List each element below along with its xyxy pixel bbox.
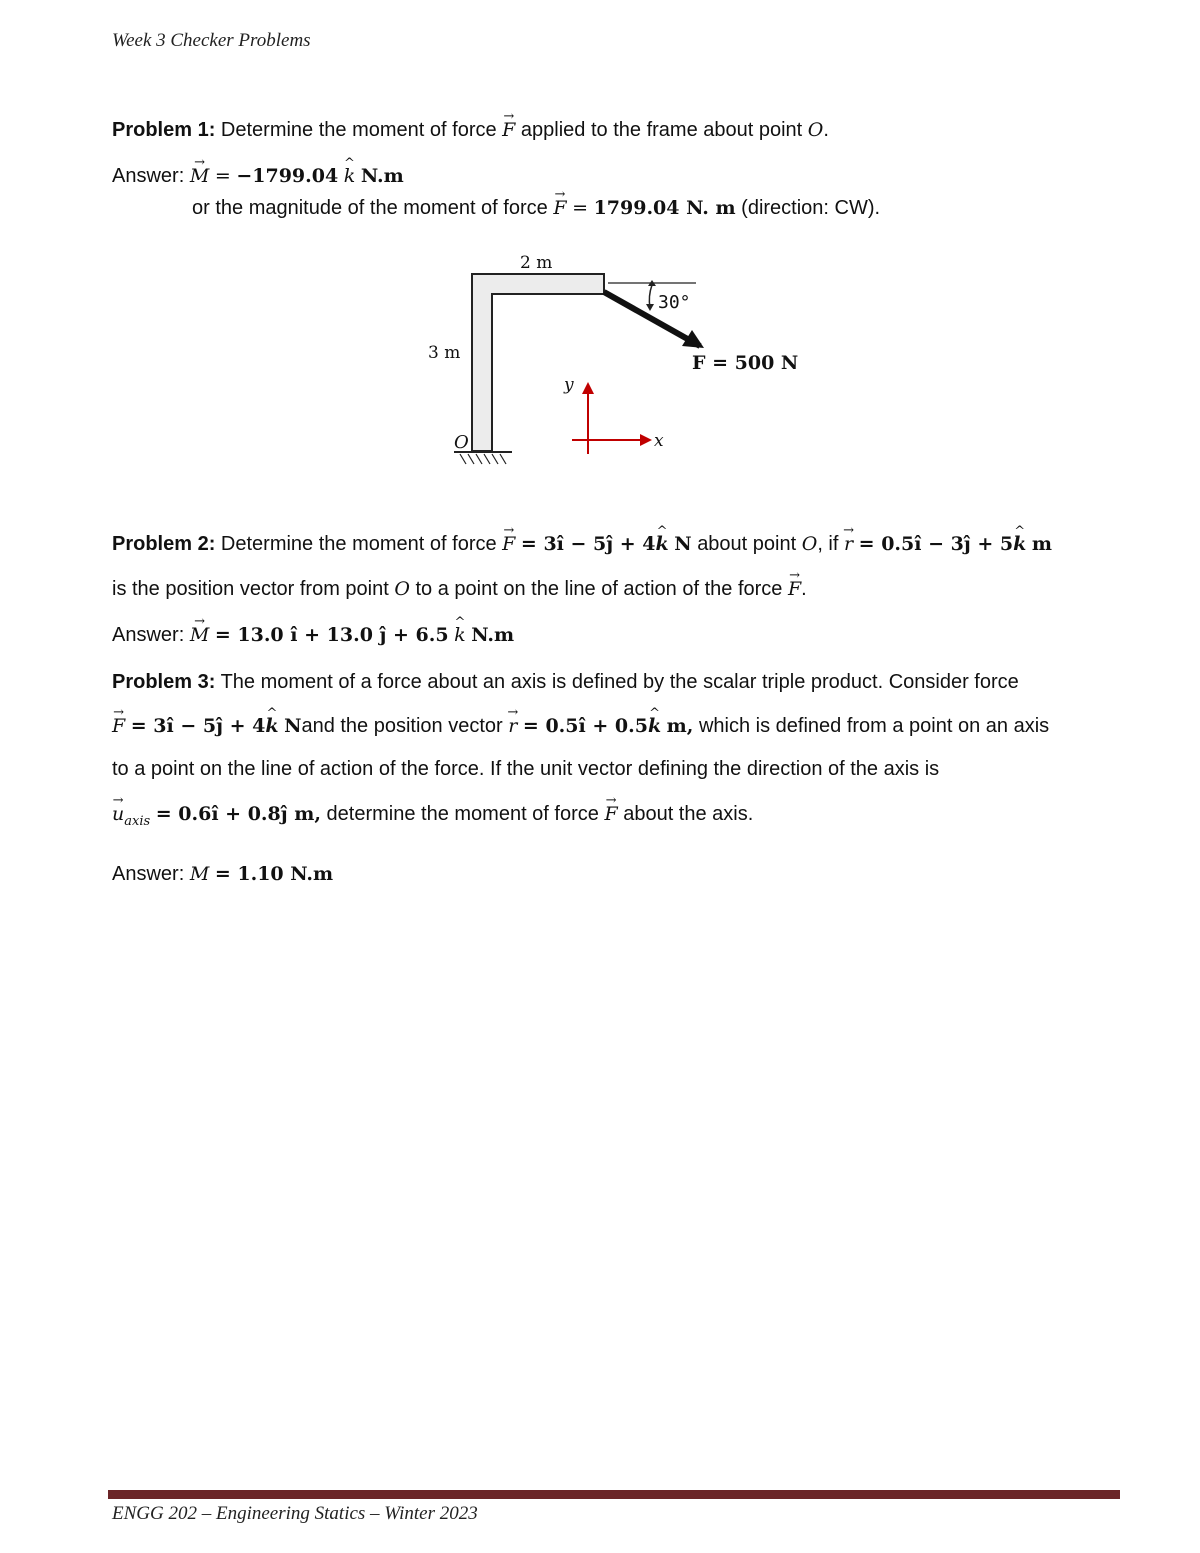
ground-hatching <box>460 454 506 464</box>
problem2-answer <box>112 623 514 647</box>
problem1-statement <box>112 118 829 142</box>
position-unit: m, <box>666 715 694 737</box>
unit-vector-symbol: u → <box>112 802 124 826</box>
k-hat: k ^ <box>454 623 466 647</box>
position-expression: = 0.5ı̂ − 3ȷ̂ + 5 <box>858 533 1014 555</box>
problem3-line3: to a point on the line of action of the force. If the unit vector defining the direction of the axis is <box>112 758 940 780</box>
position-expression: = 0.5ı̂ + 0.5 <box>522 715 648 737</box>
point-symbol: O <box>807 119 824 141</box>
moment-vector-symbol: M → <box>190 164 209 188</box>
angle-arrowhead-2 <box>646 304 654 311</box>
problem2-text-2: about point <box>697 533 797 555</box>
problem2-text-5: to a point on the line of action of the force <box>415 578 783 600</box>
force-vector-symbol: F → <box>502 532 515 556</box>
moment-symbol: M <box>189 863 210 885</box>
problem3-text-4: determine the moment of force <box>326 803 599 825</box>
answer-label: Answer: <box>112 624 185 646</box>
problem1-text: Determine the moment of force <box>220 119 497 141</box>
point-symbol: O <box>394 578 410 600</box>
k-hat: k ^ <box>1013 532 1026 556</box>
force-unit: N <box>674 533 692 555</box>
frame-member <box>472 274 604 451</box>
force-label: F = 500 N <box>692 352 799 374</box>
force-vector-symbol: F → <box>604 802 617 826</box>
unit-vector-expression: = 0.6ı̂ + 0.8ȷ̂ m, <box>155 803 321 825</box>
problem1-answer <box>112 164 404 188</box>
problem3-text: The moment of a force about an axis is defined by the scalar triple product. Consider force <box>220 671 1019 693</box>
alt-value: 1799.04 N. m <box>593 197 736 219</box>
problem3-text-5: about the axis. <box>623 803 754 825</box>
y-axis-arrowhead <box>582 382 594 394</box>
force-unit: N <box>284 715 302 737</box>
period: . <box>801 578 807 600</box>
problem2-statement-line2 <box>112 577 807 601</box>
answer-label: Answer: <box>112 863 185 885</box>
force-vector-symbol: F → <box>112 714 125 738</box>
force-expression: = 3ı̂ − 5ȷ̂ + 4 <box>130 715 266 737</box>
problem3-answer <box>112 862 333 886</box>
problem3-label: Problem 3: <box>112 671 216 693</box>
answer-label: Answer: <box>112 165 185 187</box>
frame-diagram <box>412 246 832 476</box>
answer-unit: N.m <box>471 624 515 646</box>
problem2-text-3: , if <box>817 533 839 555</box>
problem3-statement <box>112 670 1019 694</box>
answer-unit: N.m <box>360 165 404 187</box>
k-hat: k ^ <box>265 714 278 738</box>
footer-rule <box>108 1490 1120 1499</box>
problem1-label: Problem 1: <box>112 119 216 141</box>
problem2-text: Determine the moment of force <box>220 533 497 555</box>
alt-direction: (direction: CW). <box>741 197 881 219</box>
answer-expression: = 13.0 ı̂ + 13.0 ȷ̂ + 6.5 <box>214 624 449 646</box>
problem3-line2 <box>112 714 1049 738</box>
alt-text: or the magnitude of the moment of force <box>192 197 548 219</box>
period: . <box>823 119 829 141</box>
side-dimension: 3 m <box>428 343 461 363</box>
problem1-text-2: applied to the frame about point <box>520 119 803 141</box>
problem1-answer-alt <box>192 196 880 220</box>
problem2-label: Problem 2: <box>112 533 216 555</box>
answer-value: −1799.04 <box>236 165 339 187</box>
force-vector-symbol: F → <box>502 118 515 142</box>
position-vector-symbol: r → <box>844 532 853 556</box>
force-vector-symbol: F → <box>553 196 566 220</box>
k-hat: k ^ <box>656 532 669 556</box>
equals: = <box>572 197 588 219</box>
y-axis-label: y <box>564 375 574 395</box>
problem3-line4 <box>112 802 753 834</box>
equals: = <box>214 165 231 187</box>
answer-value: = 1.10 N.m <box>214 863 334 885</box>
force-vector-symbol: F → <box>788 577 801 601</box>
k-hat: k ^ <box>344 164 356 188</box>
x-axis-label: x <box>654 431 664 451</box>
point-symbol: O <box>801 533 818 555</box>
top-dimension: 2 m <box>520 253 553 273</box>
problem2-text-4: is the position vector from point <box>112 578 389 600</box>
angle-label: 30° <box>658 292 691 313</box>
x-axis-arrowhead <box>640 434 652 446</box>
problem2-statement <box>112 532 1052 556</box>
footer-text: ENGG 202 – Engineering Statics – Winter 2023 <box>112 1503 478 1524</box>
unit-vector-subscript: axis <box>124 814 151 829</box>
problem3-text-3: which is defined from a point on an axis <box>698 715 1050 737</box>
problem3-text-2: and the position vector <box>301 715 503 737</box>
position-vector-symbol: r → <box>508 714 517 738</box>
page-header: Week 3 Checker Problems <box>112 30 311 51</box>
k-hat: k ^ <box>648 714 661 738</box>
origin-label: O <box>454 432 469 453</box>
force-expression: = 3ı̂ − 5ȷ̂ + 4 <box>520 533 656 555</box>
moment-vector-symbol: M → <box>190 623 209 647</box>
position-unit: m <box>1031 533 1052 555</box>
